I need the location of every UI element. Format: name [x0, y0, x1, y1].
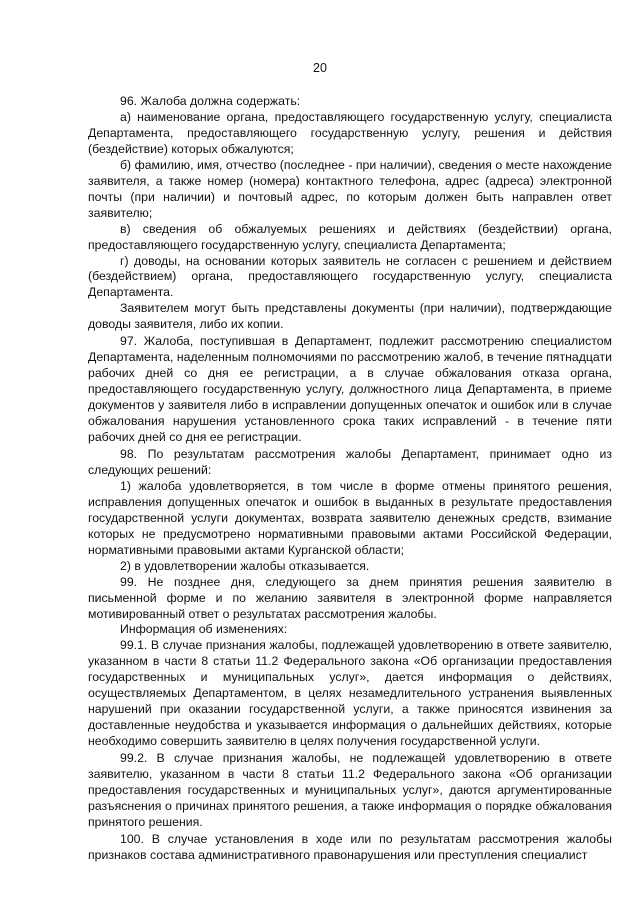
paragraph-98: 98. По результатам рассмотрения жалобы Департамент, принимает одно из следующих решений:	[88, 446, 612, 477]
paragraph-96-heading: 96. Жалоба должна содержать:	[120, 94, 301, 108]
paragraph-96-v: в) сведения об обжалуемых решениях и действиях (бездействии) органа, предоставляющего государственную услугу, специалиста Департамента;	[88, 221, 612, 252]
paragraph-96-documents: Заявителем могут быть представлены документы (при наличии), подтверждающие доводы заявителя, либо их копии.	[88, 301, 612, 332]
change-info-note: Информация об изменениях:	[120, 622, 288, 637]
paragraph-99-1: 99.1. В случае признания жалобы, подлежащей удовлетворению в ответе заявителю, указанном в части 8 статьи 11.2 Федерального закона «Об организации предоставления государственных и муниципальных услуг», дается информация о действиях, осуществляемых Департаментом, в целях незамедлительного устранения выявленных нарушений при оказании государственной услуги, а также приносятся извинения за доставленные неудобства и указывается информация о дальнейших действиях, которые необходимо совершить заявителю в целях получения государственной услуги.	[88, 638, 612, 749]
paragraph-98-1: 1) жалоба удовлетворяется, в том числе в форме отмены принятого решения, исправления допущенных опечаток и ошибок в выданных в результате предоставления государственной услуги документах, возврата заявителю денежных средств, взимание которых не предусмотрено нормативными правовыми актами Российской Федерации, нормативными правовыми актами Курганской области;	[88, 478, 612, 557]
paragraph-96-b: б) фамилию, имя, отчество (последнее - при наличии), сведения о месте нахождение заявителя, а также номер (номера) контактного телефона, адрес (адреса) электронной почты (при наличии) и почтовый адрес, по которым должен быть направлен ответ заявителю;	[88, 157, 612, 220]
paragraph-96-a: а) наименование органа, предоставляющего государственную услугу, специалиста Департамента, предоставляющего государственную услугу, решения и действия (бездействие) которых обжалуются;	[88, 109, 612, 156]
document-body	[88, 94, 612, 864]
paragraph-99-2: 99.2. В случае признания жалобы, не подлежащей удовлетворению в ответе заявителю, указанном в части 8 статьи 11.2 Федерального закона «Об организации предоставления государственных и муниципальных услуг», даются аргументированные разъяснения о причинах принятого решения, а также информация о порядке обжалования принятого решения.	[88, 751, 612, 829]
paragraph-100: 100. В случае установления в ходе или по результатам рассмотрения жалобы признаков состава административного правонарушения или преступления специалист	[88, 831, 612, 862]
page-number: 20	[313, 61, 327, 75]
paragraph-98-2: 2) в удовлетворении жалобы отказывается.	[120, 558, 370, 573]
paragraph-96-g: г) доводы, на основании которых заявитель не согласен с решением и действием (бездействием) органа, предоставляющего государственную услугу, специалиста Департамента.	[88, 253, 612, 300]
paragraph-97: 97. Жалоба, поступившая в Департамент, подлежит рассмотрению специалистом Департамента, наделенным полномочиями по рассмотрению жалоб, в течение пятнадцати рабочих дней со дня ее регистрации, а в случае обжалования отказа органа, предоставляющего государственную услугу, должностного лица Департамента, в приеме документов у заявителя либо в исправлении допущенных опечаток и ошибок или в случае обжалования нарушения установленного срока таких исправлений - в течение пяти рабочих дней со дня ее регистрации.	[88, 334, 612, 445]
paragraph-99: 99. Не позднее дня, следующего за днем принятия решения заявителю в письменной форме и по желанию заявителя в электронной форме направляется мотивированный ответ о результатах рассмотрения жалобы.	[88, 574, 612, 621]
